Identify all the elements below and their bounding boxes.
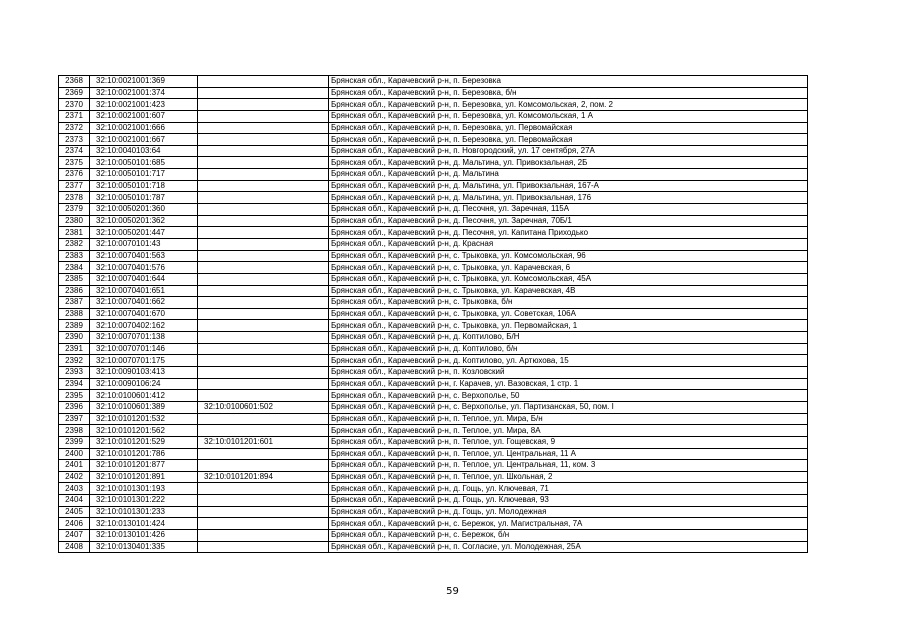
address-cell: Брянская обл., Карачевский р-н, п. Теплое, ул. Центральная, 11 А	[329, 448, 808, 460]
cadastral-number-cell: 32:10:0070402:162	[90, 320, 198, 332]
table-row	[59, 320, 808, 332]
address-cell: Брянская обл., Карачевский р-н, д. Песочня, ул. Капитана Приходько	[329, 227, 808, 239]
table-row	[59, 506, 808, 518]
related-cadastral-cell	[198, 506, 329, 518]
cadastral-number-cell: 32:10:0101201:532	[90, 413, 198, 425]
table-row	[59, 378, 808, 390]
address-cell: Брянская обл., Карачевский р-н, д. Коптилово, Б/Н	[329, 332, 808, 344]
table-row	[59, 436, 808, 448]
cadastral-number-cell: 32:10:0050201:360	[90, 204, 198, 216]
table-row	[59, 495, 808, 507]
address-cell: Брянская обл., Карачевский р-н, п. Березовка	[329, 76, 808, 88]
cadastral-number-cell: 32:10:0090103:413	[90, 367, 198, 379]
table-row	[59, 401, 808, 413]
row-number-cell: 2395	[59, 390, 90, 402]
related-cadastral-cell	[198, 355, 329, 367]
cadastral-number-cell: 32:10:0021001:369	[90, 76, 198, 88]
row-number-cell: 2378	[59, 192, 90, 204]
row-number-cell: 2396	[59, 401, 90, 413]
address-cell: Брянская обл., Карачевский р-н, с. Трыковка, ул. Комсомольская, 96	[329, 250, 808, 262]
address-cell: Брянская обл., Карачевский р-н, п. Теплое, ул. Гощевская, 9	[329, 436, 808, 448]
table-row	[59, 227, 808, 239]
table-row	[59, 413, 808, 425]
related-cadastral-cell	[198, 157, 329, 169]
related-cadastral-cell	[198, 495, 329, 507]
related-cadastral-cell	[198, 215, 329, 227]
related-cadastral-cell	[198, 134, 329, 146]
address-cell: Брянская обл., Карачевский р-н, п. Козловский	[329, 367, 808, 379]
row-number-cell: 2403	[59, 483, 90, 495]
address-cell: Брянская обл., Карачевский р-н, с. Трыковка, ул. Первомайская, 1	[329, 320, 808, 332]
table-row	[59, 332, 808, 344]
address-cell: Брянская обл., Карачевский р-н, д. Мальтина, ул. Привокзальная, 167-А	[329, 180, 808, 192]
related-cadastral-cell	[198, 76, 329, 88]
address-cell: Брянская обл., Карачевский р-н, п. Новгородский, ул. 17 сентября, 27А	[329, 145, 808, 157]
table-row	[59, 529, 808, 541]
row-number-cell: 2407	[59, 529, 90, 541]
row-number-cell: 2397	[59, 413, 90, 425]
cadastral-number-cell: 32:10:0130401:335	[90, 541, 198, 553]
cadastral-number-cell: 32:10:0021001:423	[90, 99, 198, 111]
table-row	[59, 250, 808, 262]
related-cadastral-cell	[198, 110, 329, 122]
row-number-cell: 2388	[59, 308, 90, 320]
address-cell: Брянская обл., Карачевский р-н, д. Песочня, ул. Заречная, 115А	[329, 204, 808, 216]
row-number-cell: 2399	[59, 436, 90, 448]
registry-table-body	[59, 76, 808, 553]
row-number-cell: 2382	[59, 238, 90, 250]
related-cadastral-cell	[198, 99, 329, 111]
table-row	[59, 460, 808, 472]
table-row	[59, 367, 808, 379]
related-cadastral-cell	[198, 122, 329, 134]
related-cadastral-cell	[198, 320, 329, 332]
related-cadastral-cell	[198, 518, 329, 530]
cadastral-number-cell: 32:10:0101201:891	[90, 471, 198, 483]
address-cell: Брянская обл., Карачевский р-н, с. Верхополье, ул. Партизанская, 50, пом. I	[329, 401, 808, 413]
table-row	[59, 145, 808, 157]
row-number-cell: 2379	[59, 204, 90, 216]
cadastral-number-cell: 32:10:0101301:222	[90, 495, 198, 507]
address-cell: Брянская обл., Карачевский р-н, п. Березовка, ул. Комсомольская, 2, пом. 2	[329, 99, 808, 111]
table-row	[59, 425, 808, 437]
related-cadastral-cell	[198, 332, 329, 344]
table-row	[59, 390, 808, 402]
cadastral-number-cell: 32:10:0070401:662	[90, 297, 198, 309]
table-row	[59, 180, 808, 192]
related-cadastral-cell	[198, 378, 329, 390]
address-cell: Брянская обл., Карачевский р-н, д. Мальтина, ул. Привокзальная, 2Б	[329, 157, 808, 169]
address-cell: Брянская обл., Карачевский р-н, с. Трыковка, ул. Советская, 106А	[329, 308, 808, 320]
row-number-cell: 2405	[59, 506, 90, 518]
address-cell: Брянская обл., Карачевский р-н, с. Бережок, ул. Магистральная, 7А	[329, 518, 808, 530]
cadastral-number-cell: 32:10:0130101:426	[90, 529, 198, 541]
row-number-cell: 2389	[59, 320, 90, 332]
row-number-cell: 2380	[59, 215, 90, 227]
related-cadastral-cell: 32:10:0101201:894	[198, 471, 329, 483]
related-cadastral-cell: 32:10:0100601:502	[198, 401, 329, 413]
registry-table	[58, 75, 808, 553]
row-number-cell: 2373	[59, 134, 90, 146]
row-number-cell: 2376	[59, 169, 90, 181]
table-row	[59, 297, 808, 309]
row-number-cell: 2381	[59, 227, 90, 239]
cadastral-number-cell: 32:10:0101301:233	[90, 506, 198, 518]
cadastral-number-cell: 32:10:0130101:424	[90, 518, 198, 530]
related-cadastral-cell	[198, 238, 329, 250]
address-cell: Брянская обл., Карачевский р-н, г. Карачев, ул. Вазовская, 1 стр. 1	[329, 378, 808, 390]
table-row	[59, 157, 808, 169]
related-cadastral-cell: 32:10:0101201:601	[198, 436, 329, 448]
address-cell: Брянская обл., Карачевский р-н, п. Теплое, ул. Школьная, 2	[329, 471, 808, 483]
table-row	[59, 273, 808, 285]
cadastral-number-cell: 32:10:0101301:193	[90, 483, 198, 495]
row-number-cell: 2377	[59, 180, 90, 192]
related-cadastral-cell	[198, 367, 329, 379]
row-number-cell: 2400	[59, 448, 90, 460]
table-row	[59, 122, 808, 134]
cadastral-number-cell: 32:10:0021001:374	[90, 87, 198, 99]
cadastral-number-cell: 32:10:0050101:717	[90, 169, 198, 181]
row-number-cell: 2371	[59, 110, 90, 122]
row-number-cell: 2408	[59, 541, 90, 553]
table-row	[59, 483, 808, 495]
table-row	[59, 238, 808, 250]
cadastral-number-cell: 32:10:0021001:666	[90, 122, 198, 134]
related-cadastral-cell	[198, 483, 329, 495]
address-cell: Брянская обл., Карачевский р-н, д. Гощь, ул. Ключевая, 93	[329, 495, 808, 507]
cadastral-number-cell: 32:10:0021001:667	[90, 134, 198, 146]
table-row	[59, 518, 808, 530]
row-number-cell: 2384	[59, 262, 90, 274]
cadastral-number-cell: 32:10:0050101:787	[90, 192, 198, 204]
cadastral-number-cell: 32:10:0070701:138	[90, 332, 198, 344]
related-cadastral-cell	[198, 390, 329, 402]
row-number-cell: 2394	[59, 378, 90, 390]
cadastral-number-cell: 32:10:0070701:175	[90, 355, 198, 367]
related-cadastral-cell	[198, 285, 329, 297]
cadastral-number-cell: 32:10:0090106:24	[90, 378, 198, 390]
address-cell: Брянская обл., Карачевский р-н, с. Трыковка, ул. Карачевская, 4В	[329, 285, 808, 297]
cadastral-number-cell: 32:10:0040103:64	[90, 145, 198, 157]
related-cadastral-cell	[198, 262, 329, 274]
related-cadastral-cell	[198, 343, 329, 355]
address-cell: Брянская обл., Карачевский р-н, д. Красная	[329, 238, 808, 250]
row-number-cell: 2369	[59, 87, 90, 99]
table-row	[59, 343, 808, 355]
related-cadastral-cell	[198, 541, 329, 553]
cadastral-number-cell: 32:10:0070401:563	[90, 250, 198, 262]
cadastral-number-cell: 32:10:0101201:877	[90, 460, 198, 472]
address-cell: Брянская обл., Карачевский р-н, с. Трыковка, ул. Комсомольская, 45А	[329, 273, 808, 285]
table-row	[59, 448, 808, 460]
address-cell: Брянская обл., Карачевский р-н, п. Березовка, ул. Первомайская	[329, 134, 808, 146]
table-row	[59, 134, 808, 146]
related-cadastral-cell	[198, 169, 329, 181]
table-row	[59, 110, 808, 122]
table-row	[59, 204, 808, 216]
cadastral-number-cell: 32:10:0050101:718	[90, 180, 198, 192]
address-cell: Брянская обл., Карачевский р-н, п. Теплое, ул. Мира, Б/н	[329, 413, 808, 425]
related-cadastral-cell	[198, 529, 329, 541]
address-cell: Брянская обл., Карачевский р-н, с. Бережок, б/н	[329, 529, 808, 541]
related-cadastral-cell	[198, 180, 329, 192]
table-row	[59, 355, 808, 367]
table-row	[59, 262, 808, 274]
row-number-cell: 2390	[59, 332, 90, 344]
table-row	[59, 471, 808, 483]
table-row	[59, 541, 808, 553]
row-number-cell: 2370	[59, 99, 90, 111]
address-cell: Брянская обл., Карачевский р-н, с. Трыковка, б/н	[329, 297, 808, 309]
cadastral-number-cell: 32:10:0101201:529	[90, 436, 198, 448]
row-number-cell: 2368	[59, 76, 90, 88]
related-cadastral-cell	[198, 227, 329, 239]
address-cell: Брянская обл., Карачевский р-н, п. Березовка, ул. Комсомольская, 1 А	[329, 110, 808, 122]
table-row	[59, 285, 808, 297]
table-row	[59, 99, 808, 111]
cadastral-number-cell: 32:10:0021001:607	[90, 110, 198, 122]
address-cell: Брянская обл., Карачевский р-н, п. Березовка, б/н	[329, 87, 808, 99]
row-number-cell: 2385	[59, 273, 90, 285]
cadastral-number-cell: 32:10:0050201:362	[90, 215, 198, 227]
row-number-cell: 2401	[59, 460, 90, 472]
row-number-cell: 2398	[59, 425, 90, 437]
table-row	[59, 169, 808, 181]
row-number-cell: 2386	[59, 285, 90, 297]
related-cadastral-cell	[198, 413, 329, 425]
related-cadastral-cell	[198, 460, 329, 472]
address-cell: Брянская обл., Карачевский р-н, с. Верхополье, 50	[329, 390, 808, 402]
cadastral-number-cell: 32:10:0100601:389	[90, 401, 198, 413]
related-cadastral-cell	[198, 308, 329, 320]
address-cell: Брянская обл., Карачевский р-н, п. Согласие, ул. Молодежная, 25А	[329, 541, 808, 553]
related-cadastral-cell	[198, 204, 329, 216]
address-cell: Брянская обл., Карачевский р-н, д. Коптилово, ул. Артюхова, 15	[329, 355, 808, 367]
cadastral-number-cell: 32:10:0070101:43	[90, 238, 198, 250]
table-row	[59, 87, 808, 99]
address-cell: Брянская обл., Карачевский р-н, с. Трыковка, ул. Карачевская, 6	[329, 262, 808, 274]
row-number-cell: 2391	[59, 343, 90, 355]
row-number-cell: 2402	[59, 471, 90, 483]
row-number-cell: 2383	[59, 250, 90, 262]
address-cell: Брянская обл., Карачевский р-н, д. Мальтина, ул. Привокзальная, 176	[329, 192, 808, 204]
row-number-cell: 2404	[59, 495, 90, 507]
address-cell: Брянская обл., Карачевский р-н, д. Мальтина	[329, 169, 808, 181]
page-number: 59	[446, 586, 459, 597]
related-cadastral-cell	[198, 297, 329, 309]
related-cadastral-cell	[198, 448, 329, 460]
address-cell: Брянская обл., Карачевский р-н, п. Березовка, ул. Первомайская	[329, 122, 808, 134]
row-number-cell: 2374	[59, 145, 90, 157]
table-row	[59, 76, 808, 88]
cadastral-number-cell: 32:10:0070401:644	[90, 273, 198, 285]
table-row	[59, 215, 808, 227]
address-cell: Брянская обл., Карачевский р-н, д. Гощь, ул. Молодежная	[329, 506, 808, 518]
address-cell: Брянская обл., Карачевский р-н, д. Коптилово, б/н	[329, 343, 808, 355]
address-cell: Брянская обл., Карачевский р-н, п. Теплое, ул. Центральная, 11, ком. 3	[329, 460, 808, 472]
related-cadastral-cell	[198, 192, 329, 204]
cadastral-number-cell: 32:10:0070401:670	[90, 308, 198, 320]
row-number-cell: 2393	[59, 367, 90, 379]
cadastral-number-cell: 32:10:0070701:146	[90, 343, 198, 355]
related-cadastral-cell	[198, 273, 329, 285]
related-cadastral-cell	[198, 87, 329, 99]
address-cell: Брянская обл., Карачевский р-н, д. Гощь, ул. Ключевая, 71	[329, 483, 808, 495]
address-cell: Брянская обл., Карачевский р-н, п. Теплое, ул. Мира, 8А	[329, 425, 808, 437]
row-number-cell: 2387	[59, 297, 90, 309]
table-row	[59, 308, 808, 320]
related-cadastral-cell	[198, 250, 329, 262]
row-number-cell: 2392	[59, 355, 90, 367]
address-cell: Брянская обл., Карачевский р-н, д. Песочня, ул. Заречная, 70Б/1	[329, 215, 808, 227]
row-number-cell: 2372	[59, 122, 90, 134]
cadastral-number-cell: 32:10:0101201:786	[90, 448, 198, 460]
cadastral-number-cell: 32:10:0050201:447	[90, 227, 198, 239]
related-cadastral-cell	[198, 145, 329, 157]
related-cadastral-cell	[198, 425, 329, 437]
row-number-cell: 2406	[59, 518, 90, 530]
cadastral-number-cell: 32:10:0101201:562	[90, 425, 198, 437]
cadastral-number-cell: 32:10:0070401:576	[90, 262, 198, 274]
row-number-cell: 2375	[59, 157, 90, 169]
cadastral-number-cell: 32:10:0050101:685	[90, 157, 198, 169]
cadastral-number-cell: 32:10:0100601:412	[90, 390, 198, 402]
cadastral-number-cell: 32:10:0070401:651	[90, 285, 198, 297]
table-row	[59, 192, 808, 204]
